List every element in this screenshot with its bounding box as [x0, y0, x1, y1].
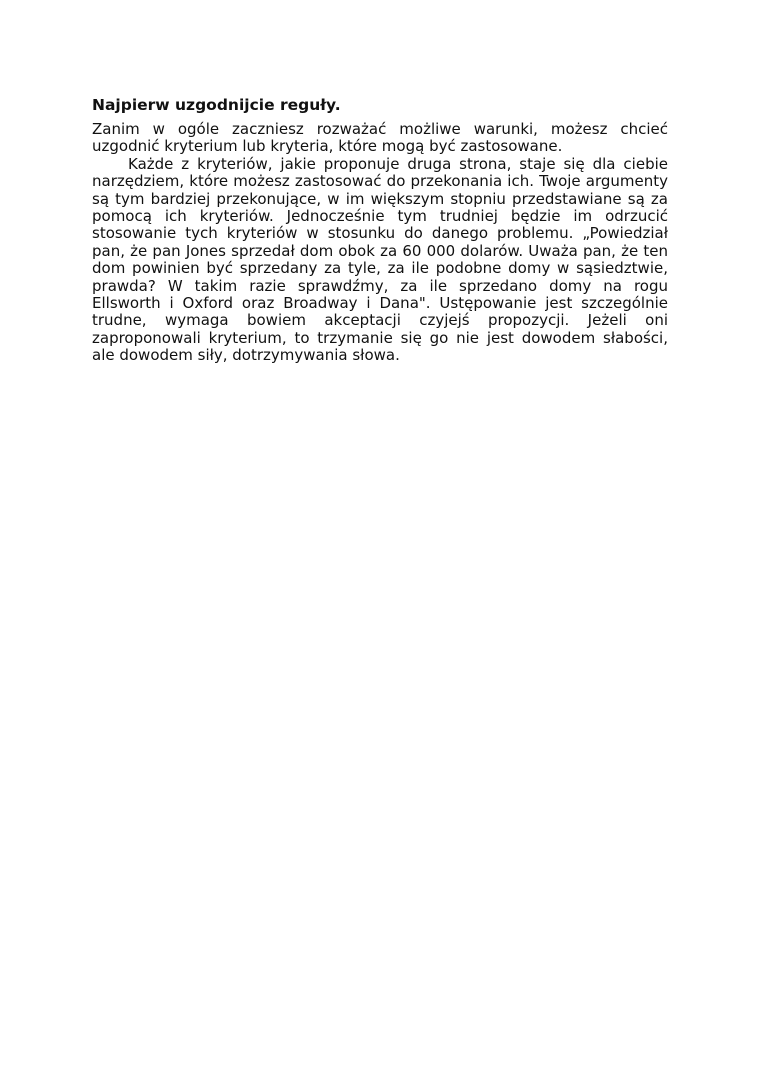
paragraph-criteria: Każde z kryteriów, jakie proponuje druga strona, staje się dla ciebie narzędziem, które możesz zastosować do przekonania ich. Twoje argumenty są tym bardziej przekonujące, w im większym stopniu przedstawiane są za pomocą ich kryteriów. Jednocześnie tym trudniej będzie im odrzucić stosowanie tych kryteriów w stosunku do danego problemu. „Powiedział pan, że pan Jones sprzedał dom obok za 60 000 dolarów. Uważa pan, że ten dom powinien być sprzedany za tyle, za ile podobne domy w sąsiedztwie, prawda? W takim razie sprawdźmy, za ile sprzedano domy na rogu Ellsworth i Oxford oraz Broadway i Dana". Ustępowanie jest szczególnie trudne, wymaga bowiem akceptacji czyjejś propozycji. Jeżeli oni zaproponowali kryterium, to trzymanie się go nie jest dowodem słabości, ale dowodem siły, dotrzymywania słowa.: [92, 154, 668, 365]
section-heading: Najpierw uzgodnijcie reguły.: [92, 96, 341, 114]
document-body: [92, 95, 668, 365]
paragraph-intro: Zanim w ogóle zaczniesz rozważać możliwe warunki, możesz chcieć uzgodnić kryterium lub kryteria, które mogą być zastosowane.: [92, 120, 668, 156]
